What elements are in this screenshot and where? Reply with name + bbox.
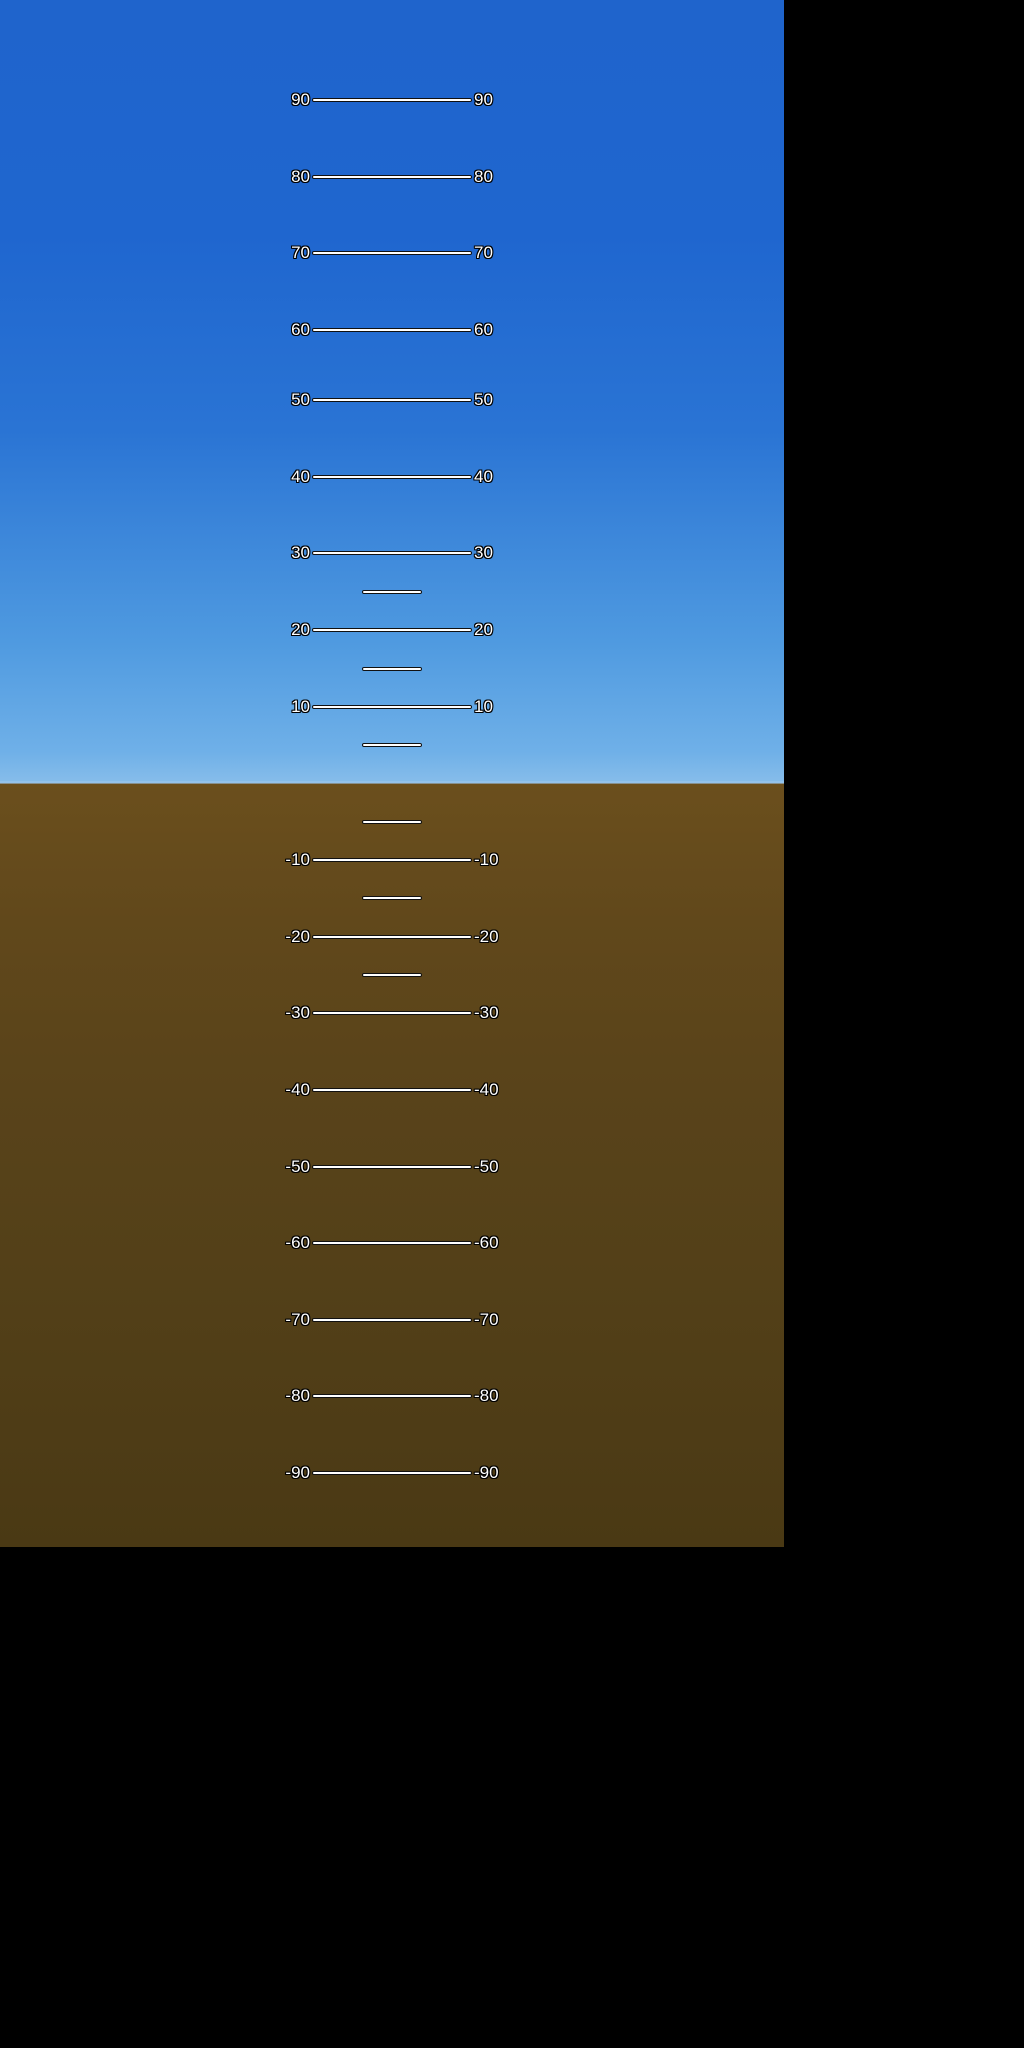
pitch-rung-label-left: 80	[291, 167, 310, 186]
pitch-rung-bar	[312, 175, 472, 179]
pitch-rung-label-right: -30	[474, 1003, 499, 1022]
pitch-rung-bar	[312, 551, 472, 555]
pitch-rung-label-right: 50	[474, 390, 493, 409]
pitch-rung-label-right: -40	[474, 1080, 499, 1099]
pitch-rung-bar	[312, 1241, 472, 1245]
pitch-rung-bar	[312, 1011, 472, 1015]
pitch-rung-bar	[312, 398, 472, 402]
pitch-rung-bar	[362, 667, 422, 671]
pitch-rung-label-left: -90	[285, 1463, 310, 1482]
pitch-rung-label-left: 20	[291, 620, 310, 639]
pitch-rung-bar	[312, 858, 472, 862]
pitch-rung-label-left: 50	[291, 390, 310, 409]
pitch-rung-label-right: -20	[474, 927, 499, 946]
pitch-rung-label-right: 20	[474, 620, 493, 639]
pitch-rung-label-left: -10	[285, 850, 310, 869]
pitch-rung-label-left: 90	[291, 90, 310, 109]
pitch-rung-label-right: 10	[474, 697, 493, 716]
pitch-rung-bar	[362, 973, 422, 977]
pitch-rung-label-left: 60	[291, 320, 310, 339]
pitch-rung-label-right: 80	[474, 167, 493, 186]
pitch-rung-label-right: -90	[474, 1463, 499, 1482]
pitch-rung-label-left: -70	[285, 1310, 310, 1329]
pitch-rung-bar	[312, 705, 472, 709]
pitch-rung-bar	[312, 475, 472, 479]
pitch-rung-bar	[312, 98, 472, 102]
pitch-rung-label-right: 30	[474, 543, 493, 562]
pitch-rung-bar	[312, 1394, 472, 1398]
pitch-rung-label-left: -20	[285, 927, 310, 946]
pitch-rung-label-left: -30	[285, 1003, 310, 1022]
pitch-rung-bar	[312, 328, 472, 332]
pitch-rung-label-left: -80	[285, 1386, 310, 1405]
pitch-rung-label-right: -80	[474, 1386, 499, 1405]
pitch-rung-bar	[362, 820, 422, 824]
pitch-rung-bar	[312, 935, 472, 939]
pitch-rung-label-left: -60	[285, 1233, 310, 1252]
pitch-rung-label-right: -60	[474, 1233, 499, 1252]
pitch-rung-bar	[312, 1318, 472, 1322]
pitch-rung-label-right: -70	[474, 1310, 499, 1329]
pitch-rung-label-left: 10	[291, 697, 310, 716]
pitch-rung-label-right: 40	[474, 467, 493, 486]
pitch-rung-label-right: 90	[474, 90, 493, 109]
pitch-rung-label-left: 70	[291, 243, 310, 262]
pitch-rung-bar	[312, 1471, 472, 1475]
pitch-rung-label-right: -50	[474, 1157, 499, 1176]
pitch-rung-bar	[312, 251, 472, 255]
pitch-rung-bar	[312, 628, 472, 632]
pitch-rung-label-left: 40	[291, 467, 310, 486]
pitch-rung-bar	[362, 590, 422, 594]
pitch-rung-label-right: 70	[474, 243, 493, 262]
pitch-rung-label-left: -40	[285, 1080, 310, 1099]
pitch-rung-bar	[362, 743, 422, 747]
pitch-rung-bar	[312, 1088, 472, 1092]
pitch-rung-label-left: -50	[285, 1157, 310, 1176]
pitch-rung-label-left: 30	[291, 543, 310, 562]
pitch-rung-bar	[362, 896, 422, 900]
pitch-rung-label-right: -10	[474, 850, 499, 869]
pitch-rung-bar	[312, 1165, 472, 1169]
pitch-rung-label-right: 60	[474, 320, 493, 339]
